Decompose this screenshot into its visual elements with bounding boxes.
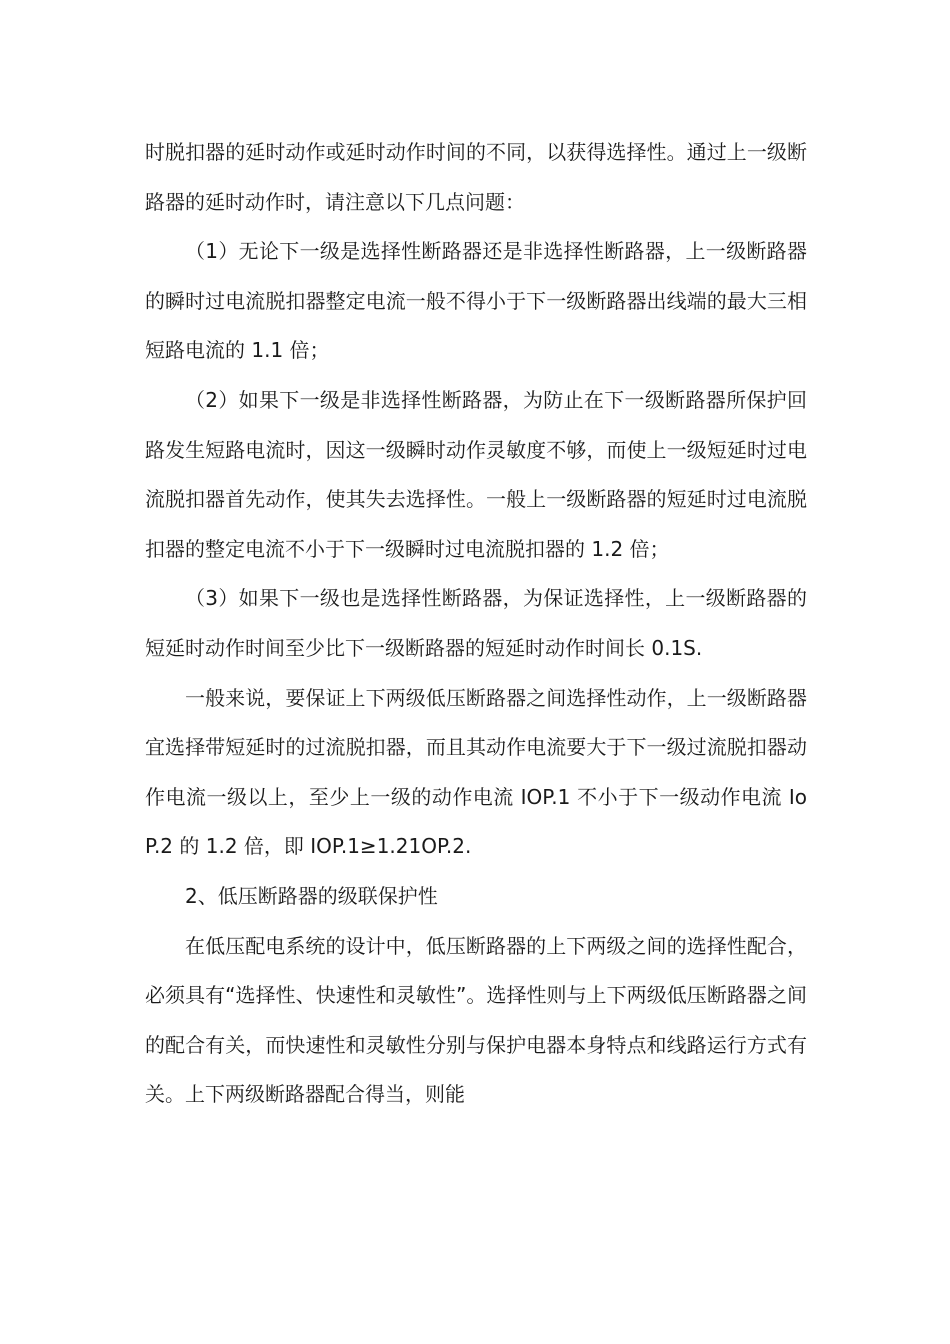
paragraph-item-3: （3）如果下一级也是选择性断路器，为保证选择性，上一级断路器的短延时动作时间至少比下一级断路器的短延时动作时间长 0.1S. xyxy=(145,586,807,660)
paragraph-item-2: （2）如果下一级是非选择性断路器，为防止在下一级断路器所保护回路发生短路电流时，因这一级瞬时动作灵敏度不够，而使上一级短延时过电流脱扣器首先动作，使其失去选择性。一般上一级断路器的短延时过电流脱扣器的整定电流不小于下一级瞬时过电流脱扣器的 1.2 倍； xyxy=(145,387,807,561)
paragraph-continuation: 时脱扣器的延时动作或延时动作时间的不同，以获得选择性。通过上一级断路器的延时动作时，请注意以下几点问题： xyxy=(145,140,807,214)
paragraph-cascade-protection: 在低压配电系统的设计中，低压断路器的上下两级之间的选择性配合，必须具有“选择性、快速性和灵敏性”。选择性则与上下两级低压断路器之间的配合有关，而快速性和灵敏性分别与保护电器本身特点和线路运行方式有关。上下两级断路器配合得当，则能 xyxy=(145,933,807,1107)
paragraph-item-1: （1）无论下一级是选择性断路器还是非选择性断路器，上一级断路器的瞬时过电流脱扣器整定电流一般不得小于下一级断路器出线端的最大三相短路电流的 1.1 倍； xyxy=(145,239,807,363)
section-heading: 2、低压断路器的级联保护性 xyxy=(185,883,438,908)
document-body xyxy=(145,128,807,1120)
paragraph-general-rule: 一般来说，要保证上下两级低压断路器之间选择性动作，上一级断路器宜选择带短延时的过流脱扣器，而且其动作电流要大于下一级过流脱扣器动作电流一级以上，至少上一级的动作电流 IOP.1 不小于下一级动作电流 IoP.2 的 1.2 倍，即 IOP.1≥1.21OP.2. xyxy=(145,685,807,859)
